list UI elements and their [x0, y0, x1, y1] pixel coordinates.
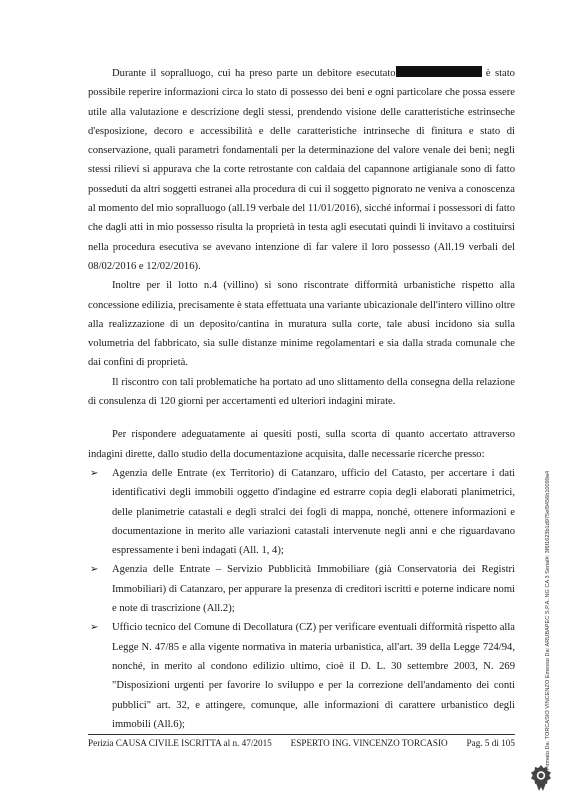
paragraph-ricerche: Per rispondere adeguatamente ai quesiti posti, sulla scorta di quanto accertato attraverso indagini dirette, dallo studio della documentazione acquisita, dalle necessarie ricerche presso: — [88, 429, 515, 460]
digital-signature-text: Firmato Da: TORCASIO VINCENZO Emesso Da: ARUBAPEC S.P.A. NG CA 3 Serial#: 3f6f1623b1d975ef9456b10099a4 — [545, 470, 551, 770]
paragraph-text: Durante il sopralluogo, cui ha preso parte un debitore esecutato — [112, 68, 396, 79]
certification-seal-icon — [530, 764, 552, 792]
redaction-bar — [396, 66, 482, 77]
bullet-list — [88, 464, 515, 734]
list-item — [88, 560, 515, 618]
paragraph-lotto-4: Inoltre per il lotto n.4 (villino) si sono riscontrate difformità urbanistiche rispetto alla concessione edilizia, precisamente è stata effettuata una variante ubicazionale dell'intero villino oltre alla realizzazione di un deposito/cantina in muratura sulla corte, tale abusi incidono sia sulla volumetria del fabbricato, sia sulle distanze minime regolamentari e sia dalla strada comunale che dai confini di proprietà. — [88, 280, 515, 369]
list-item — [88, 464, 515, 560]
page-footer — [88, 738, 515, 748]
footer-case-reference: Perizia CAUSA CIVILE ISCRITTA al n. 47/2015 — [88, 738, 272, 748]
paragraph-riscontro: Il riscontro con tali problematiche ha portato ad uno slittamento della consegna della relazione di consulenza di 120 giorni per accertamenti ed ulteriori indagini mirate. — [88, 376, 515, 408]
list-item-text: Agenzia delle Entrate – Servizio Pubblicità Immobiliare (già Conservatoria dei Registri Immobiliari) di Catanzaro, per appurare la presenza di creditori iscritti e poterne indicare nomi e note di trascrizione (All.2); — [112, 564, 515, 615]
list-item-text: Agenzia delle Entrate (ex Territorio) di Catanzaro, ufficio del Catasto, per accertare i dati identificativi degli immobili oggetto d'indagine ed estrarre copia degli elaborati planimetrici, delle planimetrie catastali e degli stralci dei fogli di mappa, nonché, ottenere informazioni e documentazione in merito alle variazioni catastali intervenute negli anni e che riguardavano espressamente i beni indagati (All. 1, 4); — [112, 467, 515, 557]
digital-signature-stamp — [538, 250, 552, 770]
document-body — [88, 64, 515, 734]
footer-divider — [88, 734, 515, 735]
paragraph-sopralluogo — [88, 64, 515, 276]
arrow-bullet-icon: ➢ — [90, 467, 99, 479]
list-item-text: Ufficio tecnico del Comune di Decollatura (CZ) per verificare eventuali difformità rispetto alla Legge N. 47/85 e alla vigente normativa in materia urbanistica, all'art. 39 della Legge 724/94, nonché, in merito al condono edilizio ultimo, cioè il D. L. 30 settembre 2003, N. 269 "Disposizioni urgenti per favorire lo sviluppo e per la correzione dell'andamento dei conti pubblici" art. 32, e attingere, comunque, alle informazioni di carattere urbanistico degli immobili (All.6); — [112, 622, 515, 730]
footer-page-number: Pag. 5 di 105 — [466, 738, 515, 748]
paragraph-text: è stato possibile reperire informazioni circa lo stato di possesso dei beni e ogni particolare che possa essere utile alla valutazione e descrizione degli stessi, prendendo visione delle caratteristiche estrinseche d'esposizione, decoro e accessibilità e delle caratteristiche intrinseche di finitura e stato di conservazione, quali parametri fondamentali per la determinazione del valore venale dei beni; negli stessi rilievi si appurava che la corte retrostante con caldaia del capannone artigianale sono di fatto posseduti da altri soggetti estranei alla procedura di cui il soggetto pignorato ne veniva a conoscenza al momento del mio sopralluogo (all.19 verbale del 11/01/2016), sicché informai i possessori di fatto che dagli atti in mio possesso risulta la proprietà in testa agli esecutati quindi li invitavo a costituirsi nella procedura esecutiva se avevano intenzione di far valere il loro possesso (All.19 verbali del 08/02/2016 e 12/02/2016). — [88, 68, 515, 272]
arrow-bullet-icon: ➢ — [90, 564, 99, 576]
arrow-bullet-icon: ➢ — [90, 622, 99, 634]
list-item — [88, 618, 515, 734]
footer-expert-name: ESPERTO ING. VINCENZO TORCASIO — [290, 738, 448, 748]
